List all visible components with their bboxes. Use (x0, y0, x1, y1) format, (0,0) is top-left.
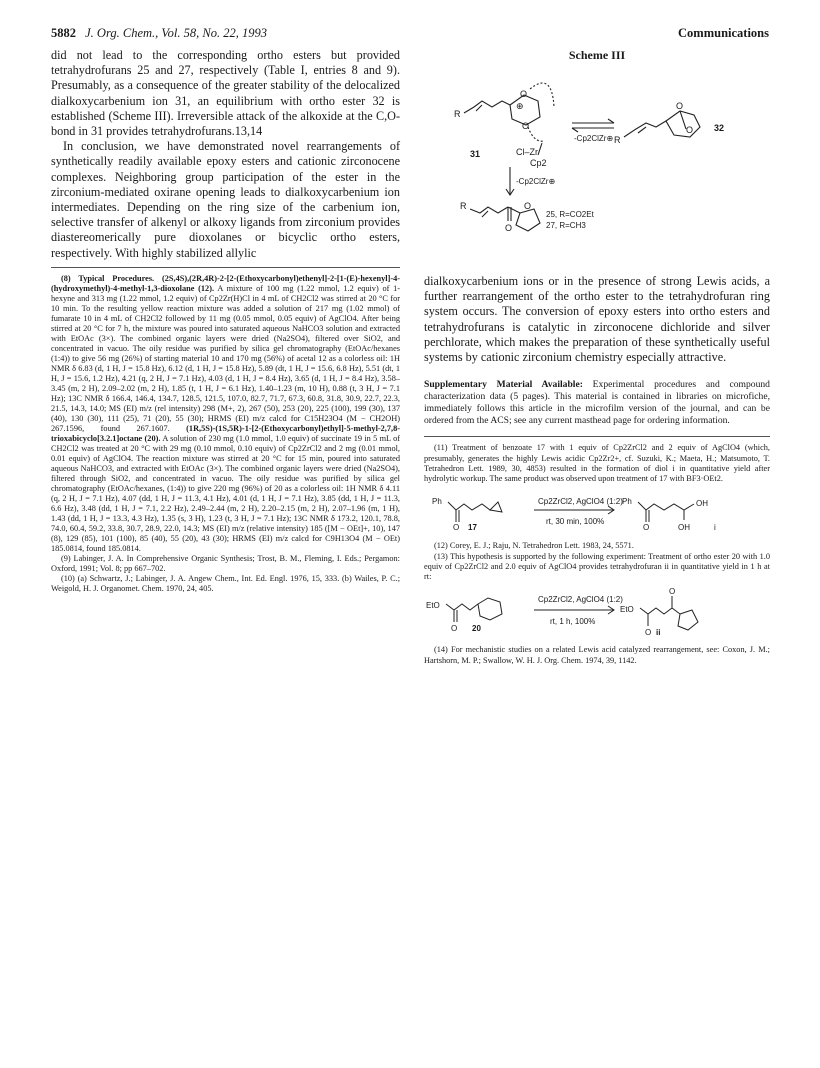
rxn2-o-start: O (451, 624, 458, 634)
footnote-10: (10) (a) Schwartz, J.; Labinger, J. A. Angew Chem., Int. Ed. Engl. 1976, 15, 333. (b) Wailes, P. C.; Weigold, H. J. Organomet. Chem. 1970, 24, 405. (51, 573, 400, 593)
rxn1-oh-1: OH (696, 499, 708, 509)
rxn1-ph-product: Ph (622, 497, 632, 507)
eq-arrow-forward-head (608, 119, 614, 123)
rxn1-o-product: O (643, 523, 650, 533)
footnote-14: (14) For mechanistic studies on a related Lewis acid catalyzed rearrangement, see: Coxon, J. M.; Hartshorn, M. P.; Swallow, W. H. J. Org. Chem. 1974, 39, 1142. (424, 645, 770, 665)
plus-31: ⊕ (516, 101, 524, 111)
rxn2-label-ii: ii (656, 628, 661, 638)
paragraph-2: In conclusion, we have demonstrated novel rearrangements of synthetically readily available epoxy esters and cationic zirconocene complexes. Neighboring group participation of the ester in the zirconium-mediated oxirane opening leads to dialkoxycarbenium ion intermediates. Depending on the ring size of the carbenium ion, selective transfer of alkenyl or alkoxy ligands from zirconium provides diastereomerically pure dioxolanes or bicyclic ortho esters, respectively. With highly stabilized allylic (51, 139, 400, 260)
footnote-8 (51, 274, 400, 554)
rxn2-o-product-b: O (669, 587, 676, 597)
main-text (51, 48, 400, 261)
label-31: 31 (470, 149, 481, 159)
footnote-8-compound-12: (2S,4S),(2R,4R)-2-[2-(Ethoxycarbonyl)ethenyl]-2-[1-(E)-hexenyl]-4-(hydroxymethyl)-4-methyl-1,3-dioxolane (12). (51, 273, 401, 293)
eq-arrow-back-head (572, 128, 578, 132)
benzoate-chain (448, 502, 490, 510)
rxn1-label-i: i (714, 523, 716, 533)
double-bond-product (482, 211, 488, 217)
rxn1-o-carbonyl: O (453, 523, 460, 533)
rxn1-ph: Ph (432, 497, 442, 507)
chain-32 (624, 121, 666, 137)
supplementary-material (424, 379, 770, 426)
zr-oxygen-dashed (528, 127, 544, 141)
scheme-iii-figure (424, 67, 770, 267)
reaction-17-figure (424, 488, 770, 534)
footnote-divider (51, 267, 400, 268)
down-reagent: -Cp2ClZr⊕ (516, 177, 556, 186)
label-25: 25, R=CO2Et (546, 210, 594, 219)
footnote-8-text-1: A mixture of 100 mg (1.22 mmol, 1.2 equiv) of 1-hexyne and 313 mg (1.22 mmol, 1.2 equiv) of Cp2Zr(H)Cl in 4 mL of CH2Cl2 was stirred at 20 °C for 10 min. To the resulting yellow reaction mixture was added a solution of 217 mg (1.02 mmol) of fumarate 10 in 4 mL of CH2Cl2 followed by 11 mg (0.05 mmol, 0.05 equiv) of AgClO4. After being stirred at 20 °C for 7 h, the mixture was poured into saturated aqueous NaHCO3 solution and extracted with EtOAc (3×). The combined organic layers were dried (Na2SO4), filtered over SiO2, and concentrated in vacuo. The oily residue was purified by silica gel chromatography (EtOAc/hexanes (1:4)) to give 56 mg (26%) of starting material 10 and 170 mg (56%) of acetal 12 as a colorless oil: 1H NMR δ 6.83 (d, 1 H, J = 15.8 Hz), 6.12 (d, 1 H, J = 15.8 Hz), 5.89 (dt, 1 H, J = 15.6, 6.8 Hz), 5.51 (dt, 1 H, J = 15.6, 1.2 Hz), 4.21 (q, 2 H, J = 7.1 Hz), 4.03 (d, 1 H, J = 8.4 Hz), 3.65 (d, 1 H, J = 8.4 Hz), 3.58–3.45 (m, 2 H), 2.09–2.02 (m, 2 H), 1.85 (t, 1 H, J = 6.1 Hz), 1.40–1.23 (m, 10 H), 0.88 (t, 3 H, J = 7.1 Hz); 13C NMR δ 166.4, 146.4, 134.7, 128.5, 121.5, 107.0, 82.7, 71.7, 67.3, 60.8, 31.8, 30.9, 22.7, 22.3, 21.5, 14.3, 14.0; MS (EI) m/z (rel intensity) 298 (M+, 2), 267 (50), 253 (20), 225 (100), 199 (30), 137 (40), 130 (30), 111 (25), 71 (20), 55 (30); HRMS (EI) m/z calcd for C15H23O4 (M − CH2OH) 267.1596, found 267.1607. (51, 283, 400, 433)
supp-label: Supplementary Material Available: (424, 379, 583, 391)
chain-product (470, 207, 508, 213)
section-title: Communications (678, 26, 769, 40)
rxn1-label-17: 17 (468, 523, 477, 533)
o-product-carbonyl: O (505, 223, 513, 233)
label-32: 32 (714, 123, 725, 133)
double-bond-32 (638, 127, 646, 133)
rxn2-reagents: Cp2ZrCl2, AgClO4 (1:2) (538, 595, 623, 605)
o-32b: O (686, 125, 694, 135)
zr-bond (538, 143, 542, 155)
ortho-ester-chain (446, 604, 478, 610)
rxn1-reagents: Cp2ZrCl2, AgClO4 (1:2) (538, 497, 623, 507)
footnote-8-label: (8) Typical Procedures. (61, 273, 155, 283)
left-column (51, 48, 400, 594)
footnote-12: (12) Corey, E. J.; Raju, N. Tetrahedron Lett. 1983, 24, 5571. (434, 541, 634, 551)
reaction-20-figure (424, 586, 770, 638)
ortho-ester-cage (478, 598, 502, 620)
o-product-ring: O (524, 201, 532, 211)
rxn2-o-product-a: O (645, 628, 652, 638)
right-main-text: dialkoxycarbenium ions or in the presence of strong Lewis acids, a further rearrangement of the ortho ester to the tetrahydrofuran ring system occurs. The conversion of epoxy esters into ortho esters and tetrahydrofurans is catalytic in zirconocene dichloride and silver perchlorate, which makes the preparation of these synthetically useful systems by cationic zirconium chemistry especially attractive. (424, 274, 770, 365)
rxn2-conditions: rt, 1 h, 100% (550, 617, 596, 627)
rxn1-oh-2: OH (678, 523, 690, 533)
delocalization-arc (530, 83, 554, 107)
scheme-title: Scheme III (568, 48, 626, 62)
label-27: 27, R=CH3 (546, 221, 586, 230)
o-32a: O (676, 101, 684, 111)
journal-citation: J. Org. Chem., Vol. 58, No. 22, 1993 (85, 26, 267, 40)
chain-31 (464, 101, 510, 113)
zr-31: Cl–Zr (516, 147, 538, 157)
ring-32 (666, 111, 700, 137)
rxn2-eto: EtO (426, 601, 440, 611)
bond-to-thf (508, 207, 520, 213)
r-product: R (460, 201, 467, 211)
right-column (424, 48, 770, 666)
page-header (51, 26, 769, 46)
footnotes-left (51, 274, 400, 594)
header-left (51, 26, 267, 41)
rxn2-eto-product: EtO (620, 605, 634, 615)
thf-chain (640, 608, 680, 614)
page-number: 5882 (51, 26, 76, 40)
cp2-31: Cp2 (530, 158, 547, 168)
r-32: R (614, 135, 621, 145)
footnote-8-text-2: A solution of 230 mg (1.0 mmol, 1.0 equiv) of succinate 19 in 5 mL of CH2Cl2 was treated at 20 °C with 29 mg (0.10 mmol, 0.10 equiv) of Cp2ZrCl2 and 2 mg (0.01 mmol, 0.01 equiv) of AgClO4. The reaction mixture was stirred at 20 °C for 15 min, poured into saturated aqueous NaHCO3, and extracted with EtOAc (3×). The combined organic layers were dried (Na2SO4), filtered through SiO2, and concentrated in vacuo. The oily residue was purified by silica gel chromatography (EtOAc/hexanes, (1:4)) to give 220 mg (96%) of 20 as a colorless oil: 1H NMR δ 4.11 (q, 2 H, J = 7.1 Hz), 4.07 (dd, 1 H, J = 11.3, 4.1 Hz), 4.01 (d, 1 H, J = 7.1 Hz), 3.85 (dd, 1 H, J = 11.3, 6.6 Hz), 3.48 (dd, 1 H, J = 7.1, 2.2 Hz), 2.49–2.44 (m, 2 H), 2.20–2.15 (m, 2 H), 2.07–1.96 (m, 1 H), 1.43 (dd, 1 H, J = 13.3, 4.3 Hz), 1.35 (s, 3 H), 1.23 (t, 3 H, J = 7.1 Hz); 13C NMR δ 173.2, 120.1, 78.8, 74.0, 60.4, 59.2, 33.8, 30.7, 28.9, 22.0, 14.3; MS (EI) m/z (relative intensity) 185 ([M − OEt]+, 10), 147 (8), 129 (85), 101 (100), 85 (40), 55 (20), 43 (30); HRMS (EI) m/z calcd for C9H13O4 (M − OEt) 185.0814, found 185.0814. (51, 433, 401, 553)
epoxide (490, 502, 502, 512)
o-31a: O (520, 89, 528, 99)
diol-chain (638, 502, 694, 510)
eq-reagent: -Cp2ClZr⊕ (574, 134, 614, 143)
footnote-9: (9) Labinger, J. A. In Comprehensive Organic Synthesis; Trost, B. M., Fleming, I. Eds.; Pergamon: Oxford, 1991; Vol. 8; pp 667–702. (51, 553, 400, 573)
footnote-11: (11) Treatment of benzoate 17 with 1 equiv of Cp2ZrCl2 and 2 equiv of AgClO4 (which, presumably, generates the highly Lewis acidic Cp2Zr2+, cf. Suzuki, K.; Maeta, H.; Matsumoto, T. Tetrahedron Lett. 1989, 30, 4853) resulted in the formation of diol i in quantitative yield after hydrolytic workup. The same product was observed upon treatment of 17 with BF3·OEt2. (424, 443, 770, 484)
rxn2-label-20: 20 (472, 624, 481, 634)
thf-ring-ii (678, 610, 698, 630)
footnotes-right (424, 443, 770, 665)
r-31: R (454, 109, 461, 119)
double-bond-31 (476, 105, 482, 111)
footnote-13: (13) This hypothesis is supported by the following experiment: Treatment of ortho ester 20 with 1.0 equiv of Cp2ZrCl2 and 2.0 equiv of AgClO4 provides tetrahydrofuran ii in quantitative yield in 1 h at rt: (424, 551, 770, 582)
paragraph-1: did not lead to the corresponding ortho esters but provided tetrahydrofurans 25 and 27, respectively (Table I, entries 8 and 9). Presumably, as a consequence of the greater stability of the delocalized dialkoxycarbenium ion 31, an equilibrium with ortho ester 32 is established (Scheme III). Irreversible attack of the alkoxide at the C,O-bond in 31 provides tetrahydrofurans.13,14 (51, 48, 400, 139)
o-31b: O (522, 121, 530, 131)
footnote-8-compound-20: (1R,5S)-(1S,5R)-1-[2-(Ethoxycarbonyl)ethyl]-5-methyl-2,7,8-trioxabicyclo[3.2.1]octane (20). (51, 423, 400, 443)
footnote-divider-right (424, 436, 770, 437)
rxn1-conditions: rt, 30 min, 100% (546, 517, 605, 527)
supp-text: Experimental procedures and compound characterization data (5 pages). This material is contained in libraries on microfiche, immediately follows this article in the microfilm version of the journal, and can be ordered from the ACS; see any current masthead page for ordering information. (424, 379, 770, 426)
